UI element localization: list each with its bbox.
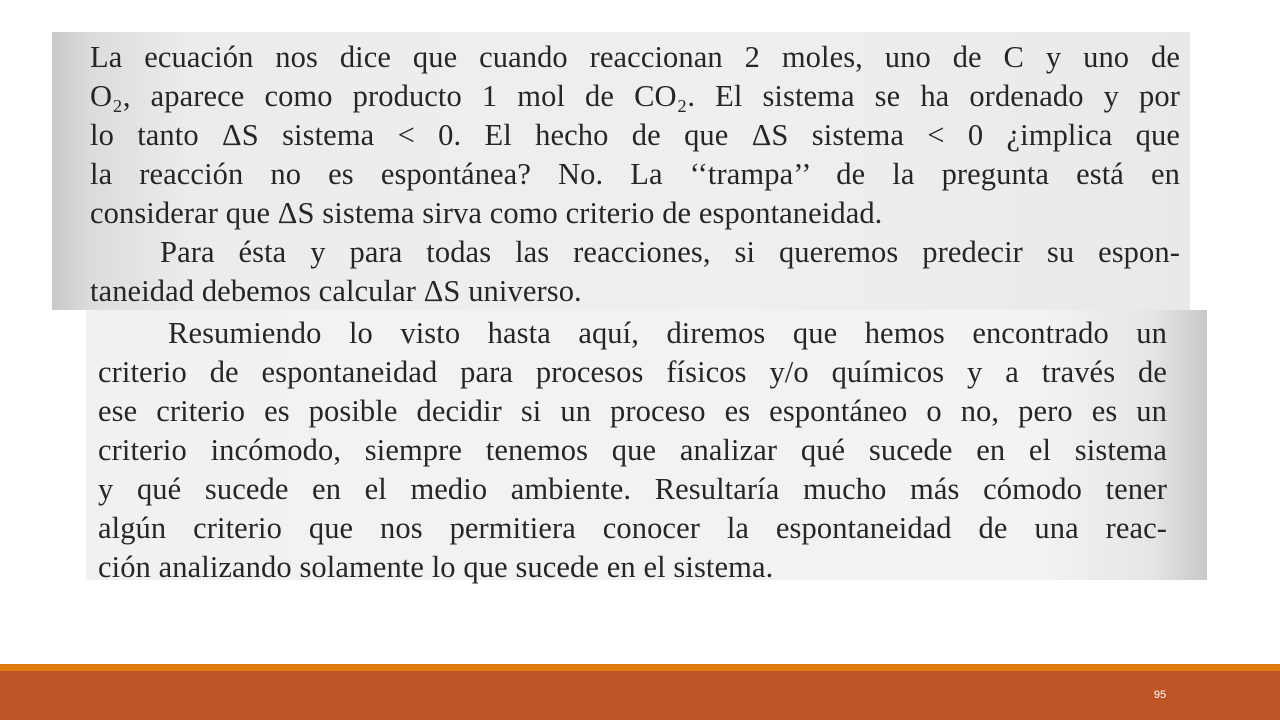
text-line: criterio incómodo, siempre tenemos que analizar qué sucede en el sistema (98, 433, 1167, 467)
text-line: taneidad debemos calcular ΔS universo. (90, 274, 582, 308)
text-line: Resumiendo lo visto hasta aquí, diremos que hemos encontrado un (168, 316, 1167, 350)
text-line: la reacción no es espontánea? No. La ‘‘trampa’’ de la pregunta está en (90, 157, 1180, 191)
page-number: 95 (1153, 689, 1167, 701)
text-line: ese criterio es posible decidir si un proceso es espontáneo o no, pero es un (98, 394, 1167, 428)
text-line: ción analizando solamente lo que sucede en el sistema. (98, 550, 774, 584)
text-line: algún criterio que nos permitiera conocer la espontaneidad de una reac- (98, 511, 1167, 545)
text-line: lo tanto ΔS sistema < 0. El hecho de que ΔS sistema < 0 ¿implica que (90, 118, 1180, 152)
text-line: Para ésta y para todas las reacciones, si queremos predecir su espon- (160, 235, 1180, 269)
text-line: y qué sucede en el medio ambiente. Resultaría mucho más cómodo tener (98, 472, 1167, 506)
text-line: considerar que ΔS sistema sirva como criterio de espontaneidad. (90, 196, 883, 230)
footer-accent-stripe (0, 664, 1280, 671)
text-line: criterio de espontaneidad para procesos físicos y/o químicos y a través de (98, 355, 1167, 389)
text-line: O₂, aparece como producto 1 mol de CO₂. El sistema se ha ordenado y por (90, 79, 1180, 113)
scanned-text-excerpt-top (52, 32, 1190, 310)
text-line: La ecuación nos dice que cuando reaccionan 2 moles, uno de C y uno de (90, 40, 1180, 74)
scanned-text-excerpt-bottom (86, 310, 1207, 584)
footer-bar (0, 671, 1280, 720)
